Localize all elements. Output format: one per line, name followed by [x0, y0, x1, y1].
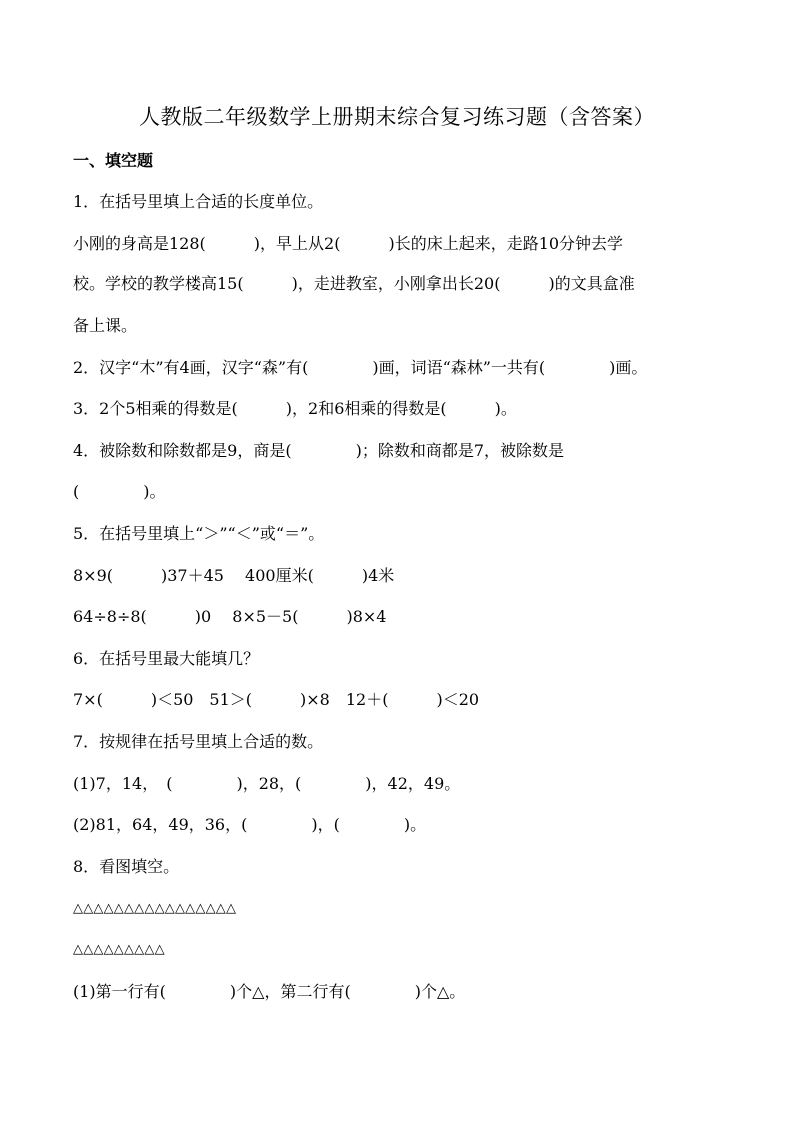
question-2: 2．汉字“木”有4画，汉字“森”有( )画，词语“森林”一共有( )画。	[73, 358, 648, 377]
question-3: 3．2个5相乘的得数是( )，2和6相乘的得数是( )。	[73, 399, 517, 418]
question-5-row-2: 64÷8÷8( )0 8×5－5( )8×4	[73, 607, 387, 626]
document-title: 人教版二年级数学上册期末综合复习练习题（含答案）	[139, 105, 655, 129]
question-5-row-1: 8×9( )37＋45 400厘米( )4米	[73, 566, 395, 585]
section-heading: 一、填空题	[73, 151, 154, 170]
question-7-part-1: (1)7，14， ( )，28，( )，42，49。	[73, 774, 461, 793]
question-4-line-1: 4．被除数和除数都是9，商是( )；除数和商都是7，被除数是	[73, 441, 565, 460]
question-8-prompt: 8．看图填空。	[73, 857, 180, 876]
question-1-prompt: 1．在括号里填上合适的长度单位。	[73, 192, 324, 211]
question-6-row: 7×( )＜50 51＞( )×8 12＋( )＜20	[73, 690, 480, 709]
question-1-line-1: 小刚的身高是128( )，早上从2( )长的床上起来，走路10分钟去学	[73, 234, 624, 253]
question-7-part-2: (2)81，64，49，36，( )，( )。	[73, 815, 427, 834]
question-7-prompt: 7．按规律在括号里填上合适的数。	[73, 732, 324, 751]
question-8-part-1: (1)第一行有( )个△，第二行有( )个△。	[73, 982, 466, 1001]
question-6-prompt: 6．在括号里最大能填几？	[73, 649, 260, 668]
question-1-line-2: 校。学校的教学楼高15( )，走进教室，小刚拿出长20( )的文具盒准	[73, 274, 635, 293]
question-4-line-2: ( )。	[73, 482, 166, 501]
question-5-prompt: 5．在括号里填上“＞”“＜”或“＝”。	[73, 524, 325, 543]
triangle-row-1: △△△△△△△△△△△△△△△△	[73, 901, 237, 916]
question-1-line-3: 备上课。	[73, 316, 138, 335]
triangle-row-2: △△△△△△△△△	[73, 942, 165, 957]
